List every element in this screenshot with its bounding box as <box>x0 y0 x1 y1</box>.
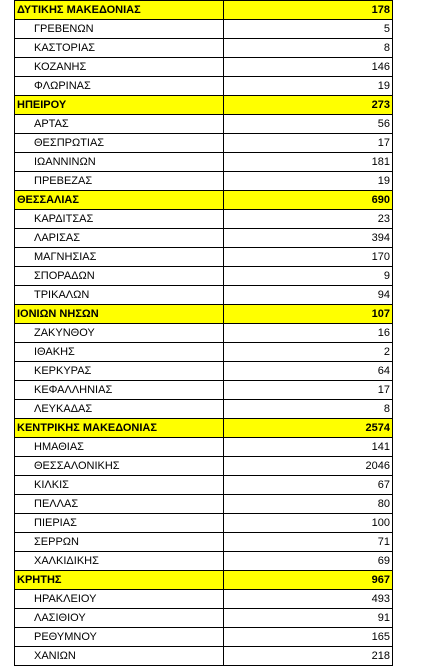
prefecture-name-cell[interactable]: ΘΕΣΠΡΩΤΙΑΣ <box>15 134 224 153</box>
table-row <box>15 400 393 419</box>
prefecture-value-cell[interactable]: 165 <box>224 628 393 647</box>
table-row <box>15 514 393 533</box>
prefecture-name-cell[interactable]: ΚΟΖΑΝΗΣ <box>15 58 224 77</box>
region-row <box>15 96 393 115</box>
table-row <box>15 267 393 286</box>
prefecture-name-cell[interactable]: ΛΑΣΙΘΙΟΥ <box>15 609 224 628</box>
table-row <box>15 362 393 381</box>
prefecture-name-cell[interactable]: ΣΠΟΡΑΔΩΝ <box>15 267 224 286</box>
table-row <box>15 39 393 58</box>
prefecture-name-cell[interactable]: ΡΕΘΥΜΝΟΥ <box>15 628 224 647</box>
table-row <box>15 286 393 305</box>
table-row <box>15 58 393 77</box>
prefecture-value-cell[interactable]: 141 <box>224 438 393 457</box>
table-row <box>15 210 393 229</box>
prefecture-name-cell[interactable]: ΚΕΡΚΥΡΑΣ <box>15 362 224 381</box>
region-total-cell[interactable]: 967 <box>224 571 393 590</box>
prefecture-value-cell[interactable]: 19 <box>224 77 393 96</box>
prefecture-value-cell[interactable]: 9 <box>224 267 393 286</box>
table-row <box>15 134 393 153</box>
table-row <box>15 438 393 457</box>
table-row <box>15 647 393 666</box>
prefecture-name-cell[interactable]: ΚΙΛΚΙΣ <box>15 476 224 495</box>
region-name-cell[interactable]: ΘΕΣΣΑΛΙΑΣ <box>15 191 224 210</box>
prefecture-value-cell[interactable]: 56 <box>224 115 393 134</box>
region-name-cell[interactable]: ΔΥΤΙΚΗΣ ΜΑΚΕΔΟΝΙΑΣ <box>15 1 224 20</box>
prefecture-name-cell[interactable]: ΦΛΩΡΙΝΑΣ <box>15 77 224 96</box>
prefecture-name-cell[interactable]: ΘΕΣΣΑΛΟΝΙΚΗΣ <box>15 457 224 476</box>
region-name-cell[interactable]: ΗΠΕΙΡΟΥ <box>15 96 224 115</box>
region-name-cell[interactable]: ΚΡΗΤΗΣ <box>15 571 224 590</box>
region-row <box>15 571 393 590</box>
prefecture-value-cell[interactable]: 218 <box>224 647 393 666</box>
data-table <box>14 0 393 666</box>
region-name-cell[interactable]: ΙΟΝΙΩΝ ΝΗΣΩΝ <box>15 305 224 324</box>
prefecture-name-cell[interactable]: ΗΜΑΘΙΑΣ <box>15 438 224 457</box>
prefecture-value-cell[interactable]: 8 <box>224 400 393 419</box>
prefecture-name-cell[interactable]: ΖΑΚΥΝΘΟΥ <box>15 324 224 343</box>
table-body <box>15 1 393 666</box>
prefecture-name-cell[interactable]: ΜΑΓΝΗΣΙΑΣ <box>15 248 224 267</box>
prefecture-name-cell[interactable]: ΚΑΣΤΟΡΙΑΣ <box>15 39 224 58</box>
region-total-cell[interactable]: 178 <box>224 1 393 20</box>
table-row <box>15 457 393 476</box>
prefecture-value-cell[interactable]: 23 <box>224 210 393 229</box>
prefecture-name-cell[interactable]: ΠΙΕΡΙΑΣ <box>15 514 224 533</box>
table-row <box>15 248 393 267</box>
prefecture-name-cell[interactable]: ΛΑΡΙΣΑΣ <box>15 229 224 248</box>
prefecture-value-cell[interactable]: 146 <box>224 58 393 77</box>
prefecture-value-cell[interactable]: 80 <box>224 495 393 514</box>
prefecture-name-cell[interactable]: ΠΕΛΛΑΣ <box>15 495 224 514</box>
prefecture-value-cell[interactable]: 17 <box>224 381 393 400</box>
table-row <box>15 495 393 514</box>
region-row <box>15 1 393 20</box>
region-row <box>15 191 393 210</box>
table-row <box>15 552 393 571</box>
prefecture-value-cell[interactable]: 181 <box>224 153 393 172</box>
prefecture-value-cell[interactable]: 5 <box>224 20 393 39</box>
table-row <box>15 628 393 647</box>
prefecture-value-cell[interactable]: 94 <box>224 286 393 305</box>
table-row <box>15 172 393 191</box>
table-row <box>15 77 393 96</box>
region-row <box>15 419 393 438</box>
prefecture-value-cell[interactable]: 170 <box>224 248 393 267</box>
prefecture-name-cell[interactable]: ΤΡΙΚΑΛΩΝ <box>15 286 224 305</box>
prefecture-value-cell[interactable]: 100 <box>224 514 393 533</box>
table-row <box>15 533 393 552</box>
region-row <box>15 305 393 324</box>
prefecture-name-cell[interactable]: ΧΑΝΙΩΝ <box>15 647 224 666</box>
prefecture-name-cell[interactable]: ΠΡΕΒΕΖΑΣ <box>15 172 224 191</box>
prefecture-value-cell[interactable]: 17 <box>224 134 393 153</box>
prefecture-name-cell[interactable]: ΚΑΡΔΙΤΣΑΣ <box>15 210 224 229</box>
table-row <box>15 153 393 172</box>
region-total-cell[interactable]: 690 <box>224 191 393 210</box>
prefecture-name-cell[interactable]: ΧΑΛΚΙΔΙΚΗΣ <box>15 552 224 571</box>
table-row <box>15 476 393 495</box>
prefecture-value-cell[interactable]: 16 <box>224 324 393 343</box>
prefecture-name-cell[interactable]: ΣΕΡΡΩΝ <box>15 533 224 552</box>
prefecture-value-cell[interactable]: 2046 <box>224 457 393 476</box>
prefecture-name-cell[interactable]: ΓΡΕΒΕΝΩΝ <box>15 20 224 39</box>
table-row <box>15 20 393 39</box>
prefecture-name-cell[interactable]: ΑΡΤΑΣ <box>15 115 224 134</box>
table-row <box>15 229 393 248</box>
prefecture-name-cell[interactable]: ΙΘΑΚΗΣ <box>15 343 224 362</box>
region-name-cell[interactable]: ΚΕΝΤΡΙΚΗΣ ΜΑΚΕΔΟΝΙΑΣ <box>15 419 224 438</box>
prefecture-value-cell[interactable]: 19 <box>224 172 393 191</box>
prefecture-value-cell[interactable]: 69 <box>224 552 393 571</box>
prefecture-value-cell[interactable]: 8 <box>224 39 393 58</box>
prefecture-value-cell[interactable]: 91 <box>224 609 393 628</box>
table-row <box>15 343 393 362</box>
region-total-cell[interactable]: 107 <box>224 305 393 324</box>
prefecture-name-cell[interactable]: ΚΕΦΑΛΛΗΝΙΑΣ <box>15 381 224 400</box>
prefecture-value-cell[interactable]: 2 <box>224 343 393 362</box>
table-row <box>15 115 393 134</box>
prefecture-value-cell[interactable]: 493 <box>224 590 393 609</box>
table-row <box>15 324 393 343</box>
prefecture-value-cell[interactable]: 394 <box>224 229 393 248</box>
prefecture-value-cell[interactable]: 64 <box>224 362 393 381</box>
table-row <box>15 381 393 400</box>
region-total-cell[interactable]: 2574 <box>224 419 393 438</box>
prefecture-value-cell[interactable]: 71 <box>224 533 393 552</box>
table-row <box>15 590 393 609</box>
table-row <box>15 609 393 628</box>
prefecture-name-cell[interactable]: ΗΡΑΚΛΕΙΟΥ <box>15 590 224 609</box>
prefecture-name-cell[interactable]: ΛΕΥΚΑΔΑΣ <box>15 400 224 419</box>
region-total-cell[interactable]: 273 <box>224 96 393 115</box>
prefecture-value-cell[interactable]: 67 <box>224 476 393 495</box>
prefecture-name-cell[interactable]: ΙΩΑΝΝΙΝΩΝ <box>15 153 224 172</box>
